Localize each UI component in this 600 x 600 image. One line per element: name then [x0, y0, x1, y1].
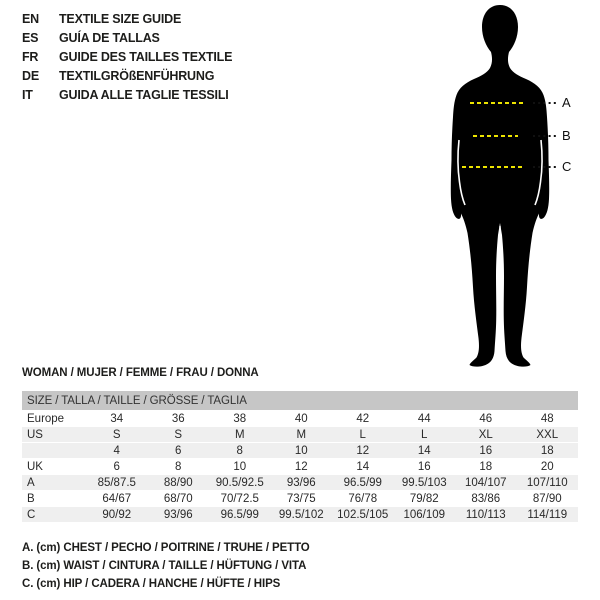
size-row-chest	[22, 475, 578, 491]
guide-title: GUIDA ALLE TAGLIE TESSILI	[59, 87, 229, 102]
size-cell: 6	[148, 443, 210, 459]
size-cell: 93/96	[271, 475, 333, 491]
row-label: A	[22, 475, 86, 491]
size-cell: XL	[455, 427, 517, 443]
size-cell: 10	[233, 460, 247, 473]
size-cell: 93/96	[148, 507, 210, 523]
legend-hip: C. (cm) HIP / CADERA / HANCHE / HÜFTE / HIPS	[22, 578, 281, 590]
language-row-fr	[22, 47, 232, 66]
marker-label-b: B	[562, 128, 571, 143]
size-cell: 4	[86, 443, 148, 459]
guide-title: GUIDE DES TAILLES TEXTILE	[59, 49, 233, 64]
size-cell: 42	[356, 412, 370, 425]
section-title: WOMAN / MUJER / FEMME / FRAU / DONNA	[22, 367, 259, 379]
size-cell: 8	[175, 460, 182, 473]
marker-label-c: C	[562, 159, 572, 174]
row-label: US	[22, 427, 86, 443]
size-table	[22, 391, 578, 523]
size-cell: L	[332, 427, 394, 443]
size-cell: 90/92	[86, 507, 148, 523]
size-cell: 10	[271, 443, 333, 459]
legend-waist: B. (cm) WAIST / CINTURA / TAILLE / HÜFTUNG / VITA	[22, 560, 307, 572]
size-cell: 12	[332, 443, 394, 459]
guide-title: TEXTILGRÖßENFÜHRUNG	[59, 68, 215, 83]
woman-silhouette	[438, 2, 562, 370]
size-row-europe	[22, 411, 578, 427]
language-row-it	[22, 85, 232, 104]
size-cell: 68/70	[163, 492, 193, 505]
measurement-figure	[438, 2, 600, 372]
language-code: FR	[22, 49, 39, 64]
size-table-header: SIZE / TALLA / TAILLE / GRÖSSE / TAGLIA	[22, 391, 578, 411]
row-label: C	[22, 507, 86, 523]
size-cell: 46	[479, 412, 493, 425]
size-cell: 99.5/102	[271, 507, 333, 523]
size-cell: M	[209, 427, 271, 443]
size-cell: 18	[517, 443, 579, 459]
size-cell: 79/82	[409, 492, 439, 505]
size-cell: 16	[455, 443, 517, 459]
size-cell: 34	[110, 412, 124, 425]
language-row-en	[22, 9, 232, 28]
language-code: DE	[22, 68, 39, 83]
size-cell: 73/75	[286, 492, 316, 505]
row-label: UK	[27, 460, 43, 473]
language-code: ES	[22, 30, 39, 45]
size-table-header-row	[22, 391, 578, 411]
size-cell: 90.5/92.5	[209, 475, 271, 491]
size-cell: 104/107	[455, 475, 517, 491]
size-cell: 88/90	[148, 475, 210, 491]
guide-title: GUÍA DE TALLAS	[59, 30, 160, 45]
language-code: IT	[22, 87, 33, 102]
size-cell: 14	[394, 443, 456, 459]
measurement-legend	[22, 539, 310, 593]
language-code: EN	[22, 11, 39, 26]
row-label: Europe	[27, 412, 65, 425]
size-cell: 12	[294, 460, 308, 473]
size-row-hip	[22, 507, 578, 523]
size-cell: 70/72.5	[220, 492, 259, 505]
legend-chest: A. (cm) CHEST / PECHO / POITRINE / TRUHE / PETTO	[22, 542, 310, 554]
size-cell: 83/86	[471, 492, 501, 505]
size-cell: 40	[294, 412, 308, 425]
size-cell: 76/78	[348, 492, 378, 505]
row-label: B	[27, 492, 35, 505]
marker-label-a: A	[562, 95, 571, 110]
language-row-es	[22, 28, 232, 47]
size-cell: 20	[540, 460, 554, 473]
size-cell: 96.5/99	[209, 507, 271, 523]
language-header	[22, 9, 232, 104]
size-cell: 44	[417, 412, 431, 425]
row-label	[22, 443, 86, 459]
size-cell: 8	[209, 443, 271, 459]
size-cell: 99.5/103	[394, 475, 456, 491]
size-cell: 107/110	[517, 475, 579, 491]
size-cell: 110/113	[455, 507, 517, 523]
guide-title: TEXTILE SIZE GUIDE	[59, 11, 182, 26]
size-cell: 106/109	[394, 507, 456, 523]
size-cell: 36	[171, 412, 185, 425]
size-row-us-numeric	[22, 443, 578, 459]
size-cell: 14	[356, 460, 370, 473]
size-cell: 18	[479, 460, 493, 473]
size-cell: S	[148, 427, 210, 443]
size-cell: M	[271, 427, 333, 443]
language-row-de	[22, 66, 232, 85]
size-cell: 38	[233, 412, 247, 425]
size-cell: 48	[540, 412, 554, 425]
size-row-us	[22, 427, 578, 443]
size-row-waist	[22, 491, 578, 507]
size-cell: S	[86, 427, 148, 443]
size-cell: 96.5/99	[332, 475, 394, 491]
size-cell: 16	[417, 460, 431, 473]
size-cell: 102.5/105	[332, 507, 394, 523]
size-cell: 64/67	[102, 492, 132, 505]
size-cell: 114/119	[517, 507, 579, 523]
size-cell: 87/90	[532, 492, 562, 505]
size-cell: L	[394, 427, 456, 443]
size-row-uk	[22, 459, 578, 475]
size-cell: 6	[113, 460, 120, 473]
size-cell: XXL	[517, 427, 579, 443]
size-cell: 85/87.5	[86, 475, 148, 491]
